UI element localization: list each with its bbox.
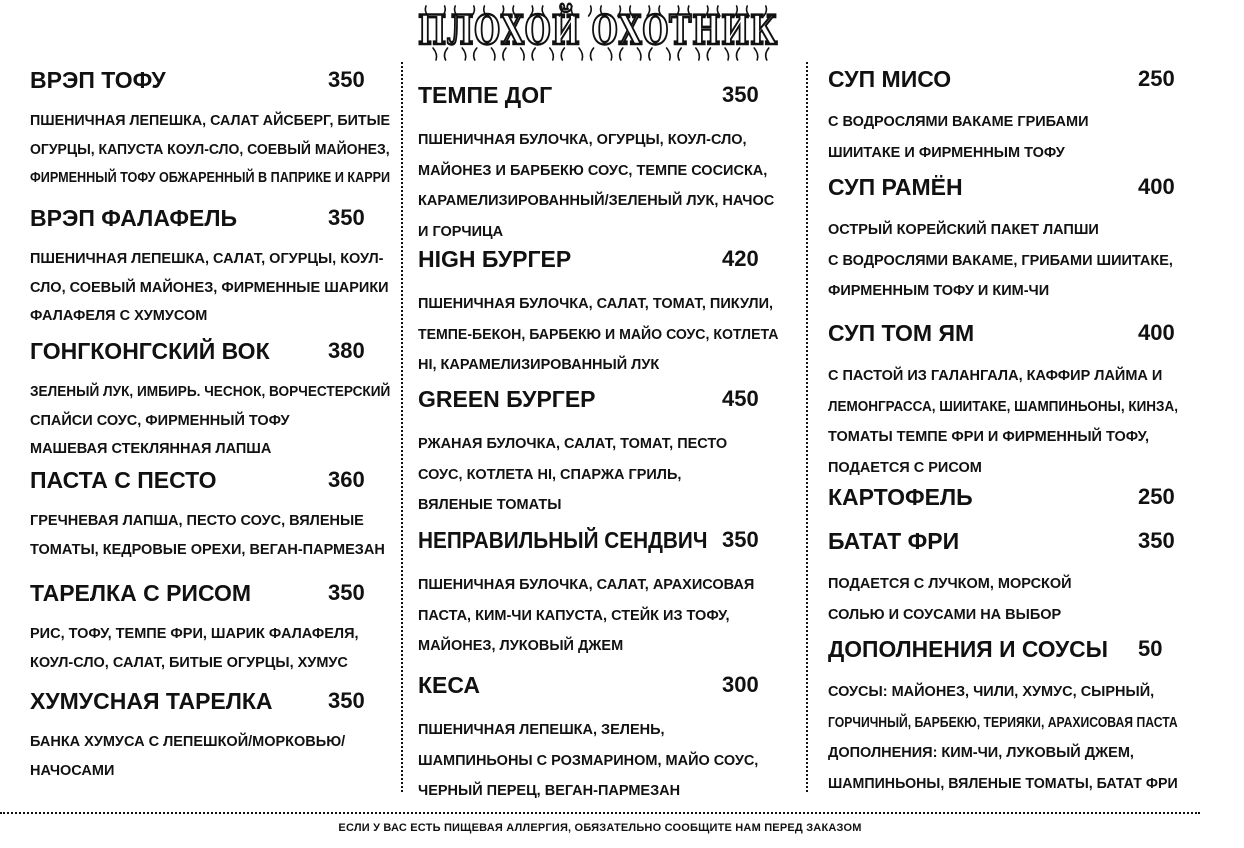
menu-item-name: ТЕМПЕ ДОГ <box>418 82 553 108</box>
description-line: СОЛЬЮ И СОУСАМИ НА ВЫБОР <box>828 606 1062 623</box>
menu-item-name: ВРЭП ТОФУ <box>30 67 166 93</box>
menu-item-description <box>30 507 385 564</box>
menu-item-description <box>418 125 774 247</box>
svg-text:ПЛОХОЙ ОХОТНИК: ПЛОХОЙ ОХОТНИК <box>418 7 901 54</box>
brand-logo <box>412 4 901 62</box>
description-line: ЛЕМОНГРАССА, ШИИТАКЕ, ШАМПИНЬОНЫ, КИНЗА, <box>828 398 1178 415</box>
menu-item-name: ДОПОЛНЕНИЯ И СОУСЫ <box>828 636 1109 662</box>
description-line: С ПАСТОЙ ИЗ ГАЛАНГАЛА, КАФФИР ЛАЙМА И <box>828 368 1163 384</box>
menu-item-description <box>30 728 345 785</box>
menu-item-price: 300 <box>722 672 759 697</box>
description-line: И ГОРЧИЦА <box>418 223 504 240</box>
description-line: HI, КАРАМЕЛИЗИРОВАННЫЙ ЛУК <box>418 357 660 374</box>
menu-item-price: 350 <box>328 580 365 605</box>
description-line: ОГУРЦЫ, КАПУСТА КОУЛ-СЛО, СОЕВЫЙ МАЙОНЕЗ, <box>30 141 390 158</box>
menu-item-description <box>418 429 727 521</box>
menu-item-name: СУП ТОМ ЯМ <box>828 320 975 346</box>
description-line: ФАЛАФЕЛЯ С ХУМУСОМ <box>30 308 208 325</box>
footer-divider <box>0 812 1200 814</box>
menu-item-description <box>828 215 1173 307</box>
menu-item-price: 350 <box>1138 528 1175 553</box>
description-line: МАЙОНЕЗ, ЛУКОВЫЙ ДЖЕМ <box>418 638 624 655</box>
menu-item-description <box>30 107 444 193</box>
description-line: КОУЛ-СЛО, САЛАТ, БИТЫЕ ОГУРЦЫ, ХУМУС <box>30 654 348 671</box>
description-line: МАШЕВАЯ СТЕКЛЯННАЯ ЛАПША <box>30 441 272 458</box>
description-line: ШАМПИНЬОНЫ С РОЗМАРИНОМ, МАЙО СОУС, <box>418 752 759 769</box>
menu-item-name: HIGH БУРГЕР <box>418 246 572 272</box>
menu-item-price: 420 <box>722 246 759 271</box>
menu-item-name: БАТАТ ФРИ <box>828 528 960 554</box>
menu-item-name: GREEN БУРГЕР <box>418 386 596 412</box>
description-line: ГРЕЧНЕВАЯ ЛАПША, ПЕСТО СОУС, ВЯЛЕНЫЕ <box>30 513 364 529</box>
description-line: ПШЕНИЧНАЯ БУЛОЧКА, ОГУРЦЫ, КОУЛ-СЛО, <box>418 132 747 148</box>
description-line: РИС, ТОФУ, ТЕМПЕ ФРИ, ШАРИК ФАЛАФЕЛЯ, <box>30 626 359 642</box>
menu-item-name: ВРЭП ФАЛАФЕЛЬ <box>30 205 237 231</box>
menu-item-price: 450 <box>722 386 759 411</box>
description-line: ВЯЛЕНЫЕ ТОМАТЫ <box>418 497 562 514</box>
menu-item-description <box>418 715 758 807</box>
description-line: ПШЕНИЧНАЯ БУЛОЧКА, САЛАТ, АРАХИСОВАЯ <box>418 577 755 593</box>
menu-item-price: 350 <box>328 688 365 713</box>
menu-item-name: СУП МИСО <box>828 66 952 92</box>
description-line: ПАСТА, КИМ-ЧИ КАПУСТА, СТЕЙК ИЗ ТОФУ, <box>418 607 730 624</box>
description-line: С ВОДРОСЛЯМИ ВАКАМЕ, ГРИБАМИ ШИИТАКЕ, <box>828 252 1173 269</box>
menu-item-price: 50 <box>1138 636 1163 661</box>
menu-item-name: ТАРЕЛКА С РИСОМ <box>30 580 252 606</box>
menu-item-price: 350 <box>722 82 759 107</box>
menu-item-price: 350 <box>722 527 759 552</box>
menu-item-price: 380 <box>328 338 365 363</box>
description-line: ФИРМЕННЫМ ТОФУ И КИМ-ЧИ <box>828 283 1050 300</box>
description-line: ЗЕЛЕНЫЙ ЛУК, ИМБИРЬ. ЧЕСНОК, ВОРЧЕСТЕРСКИЙ <box>30 384 391 400</box>
menu-item-description <box>828 361 1204 483</box>
menu-item-name: КЕСА <box>418 672 481 698</box>
menu-item-name: НЕПРАВИЛЬНЫЙ СЕНДВИЧ <box>418 527 708 553</box>
description-line: СОУС, КОТЛЕТА HI, СПАРЖА ГРИЛЬ, <box>418 466 682 483</box>
menu-item-description <box>30 620 359 677</box>
menu-item-price: 400 <box>1138 320 1175 345</box>
menu-item-description <box>828 677 1244 799</box>
menu-item-name: ПАСТА С ПЕСТО <box>30 467 217 493</box>
description-line: ГОРЧИЧНЫЙ, БАРБЕКЮ, ТЕРИЯКИ, АРАХИСОВАЯ ПАСТА <box>828 714 1178 731</box>
description-line: ТОМАТЫ, КЕДРОВЫЕ ОРЕХИ, ВЕГАН-ПАРМЕЗАН <box>30 541 385 558</box>
description-line: СЛО, СОЕВЫЙ МАЙОНЕЗ, ФИРМЕННЫЕ ШАРИКИ <box>30 279 389 296</box>
menu-item-name: ГОНГКОНГСКИЙ ВОК <box>30 338 270 364</box>
description-line: ПОДАЕТСЯ С ЛУЧКОМ, МОРСКОЙ <box>828 576 1072 592</box>
description-line: ОСТРЫЙ КОРЕЙСКИЙ ПАКЕТ ЛАПШИ <box>828 222 1099 238</box>
menu-item-price: 360 <box>328 467 365 492</box>
description-line: ШАМПИНЬОНЫ, ВЯЛЕНЫЕ ТОМАТЫ, БАТАТ ФРИ <box>828 775 1178 792</box>
description-line: ШИИТАКЕ И ФИРМЕННЫМ ТОФУ <box>828 144 1065 161</box>
menu-item-price: 350 <box>328 205 365 230</box>
menu-item-price: 400 <box>1138 174 1175 199</box>
menu-item-description <box>828 569 1072 630</box>
description-line: ПШЕНИЧНАЯ ЛЕПЕШКА, ЗЕЛЕНЬ, <box>418 722 665 738</box>
description-line: ПШЕНИЧНАЯ БУЛОЧКА, САЛАТ, ТОМАТ, ПИКУЛИ, <box>418 296 774 312</box>
menu-item-name: ХУМУСНАЯ ТАРЕЛКА <box>30 688 273 714</box>
description-line: ДОПОЛНЕНИЯ: КИМ-ЧИ, ЛУКОВЫЙ ДЖЕМ, <box>828 745 1134 762</box>
description-line: ФИРМЕННЫЙ ТОФУ ОБЖАРЕННЫЙ В ПАПРИКЕ И КАРРИ <box>30 170 391 187</box>
description-line: ТОМАТЫ ТЕМПЕ ФРИ И ФИРМЕННЫЙ ТОФУ, <box>828 429 1149 446</box>
menu-item-price: 250 <box>1138 484 1175 509</box>
allergy-notice: ЕСЛИ У ВАС ЕСТЬ ПИЩЕВАЯ АЛЛЕРГИЯ, ОБЯЗАТЕЛЬНО СООБЩИТЕ НАМ ПЕРЕД ЗАКАЗОМ <box>338 822 862 834</box>
description-line: ПОДАЕТСЯ С РИСОМ <box>828 459 982 476</box>
description-line: СПАЙСИ СОУС, ФИРМЕННЫЙ ТОФУ <box>30 412 290 429</box>
description-line: С ВОДРОСЛЯМИ ВАКАМЕ ГРИБАМИ <box>828 114 1089 130</box>
menu-item-description <box>418 570 754 662</box>
description-line: ПШЕНИЧНАЯ ЛЕПЕШКА, САЛАТ, ОГУРЦЫ, КОУЛ- <box>30 251 384 267</box>
description-line: КАРАМЕЛИЗИРОВАННЫЙ/ЗЕЛЕНЫЙ ЛУК, НАЧОС <box>418 193 775 210</box>
column-divider-right <box>806 62 808 792</box>
menu-item-description <box>418 289 788 381</box>
menu-item-name: СУП РАМЁН <box>828 174 963 200</box>
menu-item-price: 350 <box>328 67 365 92</box>
menu-item-description <box>828 107 1089 168</box>
description-line: СОУСЫ: МАЙОНЕЗ, ЧИЛИ, ХУМУС, СЫРНЫЙ, <box>828 684 1155 700</box>
description-line: ЧЕРНЫЙ ПЕРЕЦ, ВЕГАН-ПАРМЕЗАН <box>418 783 681 800</box>
menu-item-description <box>30 378 413 464</box>
description-line: ТЕМПЕ-БЕКОН, БАРБЕКЮ И МАЙО СОУС, КОТЛЕТА <box>418 326 779 343</box>
menu-item-description <box>30 245 389 331</box>
description-line: РЖАНАЯ БУЛОЧКА, САЛАТ, ТОМАТ, ПЕСТО <box>418 436 728 452</box>
description-line: НАЧОСАМИ <box>30 762 115 779</box>
menu-item-price: 250 <box>1138 66 1175 91</box>
menu-item-name: КАРТОФЕЛЬ <box>828 484 973 510</box>
description-line: БАНКА ХУМУСА С ЛЕПЕШКОЙ/МОРКОВЬЮ/ <box>30 734 346 750</box>
description-line: ПШЕНИЧНАЯ ЛЕПЕШКА, САЛАТ АЙСБЕРГ, БИТЫЕ <box>30 113 391 129</box>
description-line: МАЙОНЕЗ И БАРБЕКЮ СОУС, ТЕМПЕ СОСИСКА, <box>418 162 768 179</box>
